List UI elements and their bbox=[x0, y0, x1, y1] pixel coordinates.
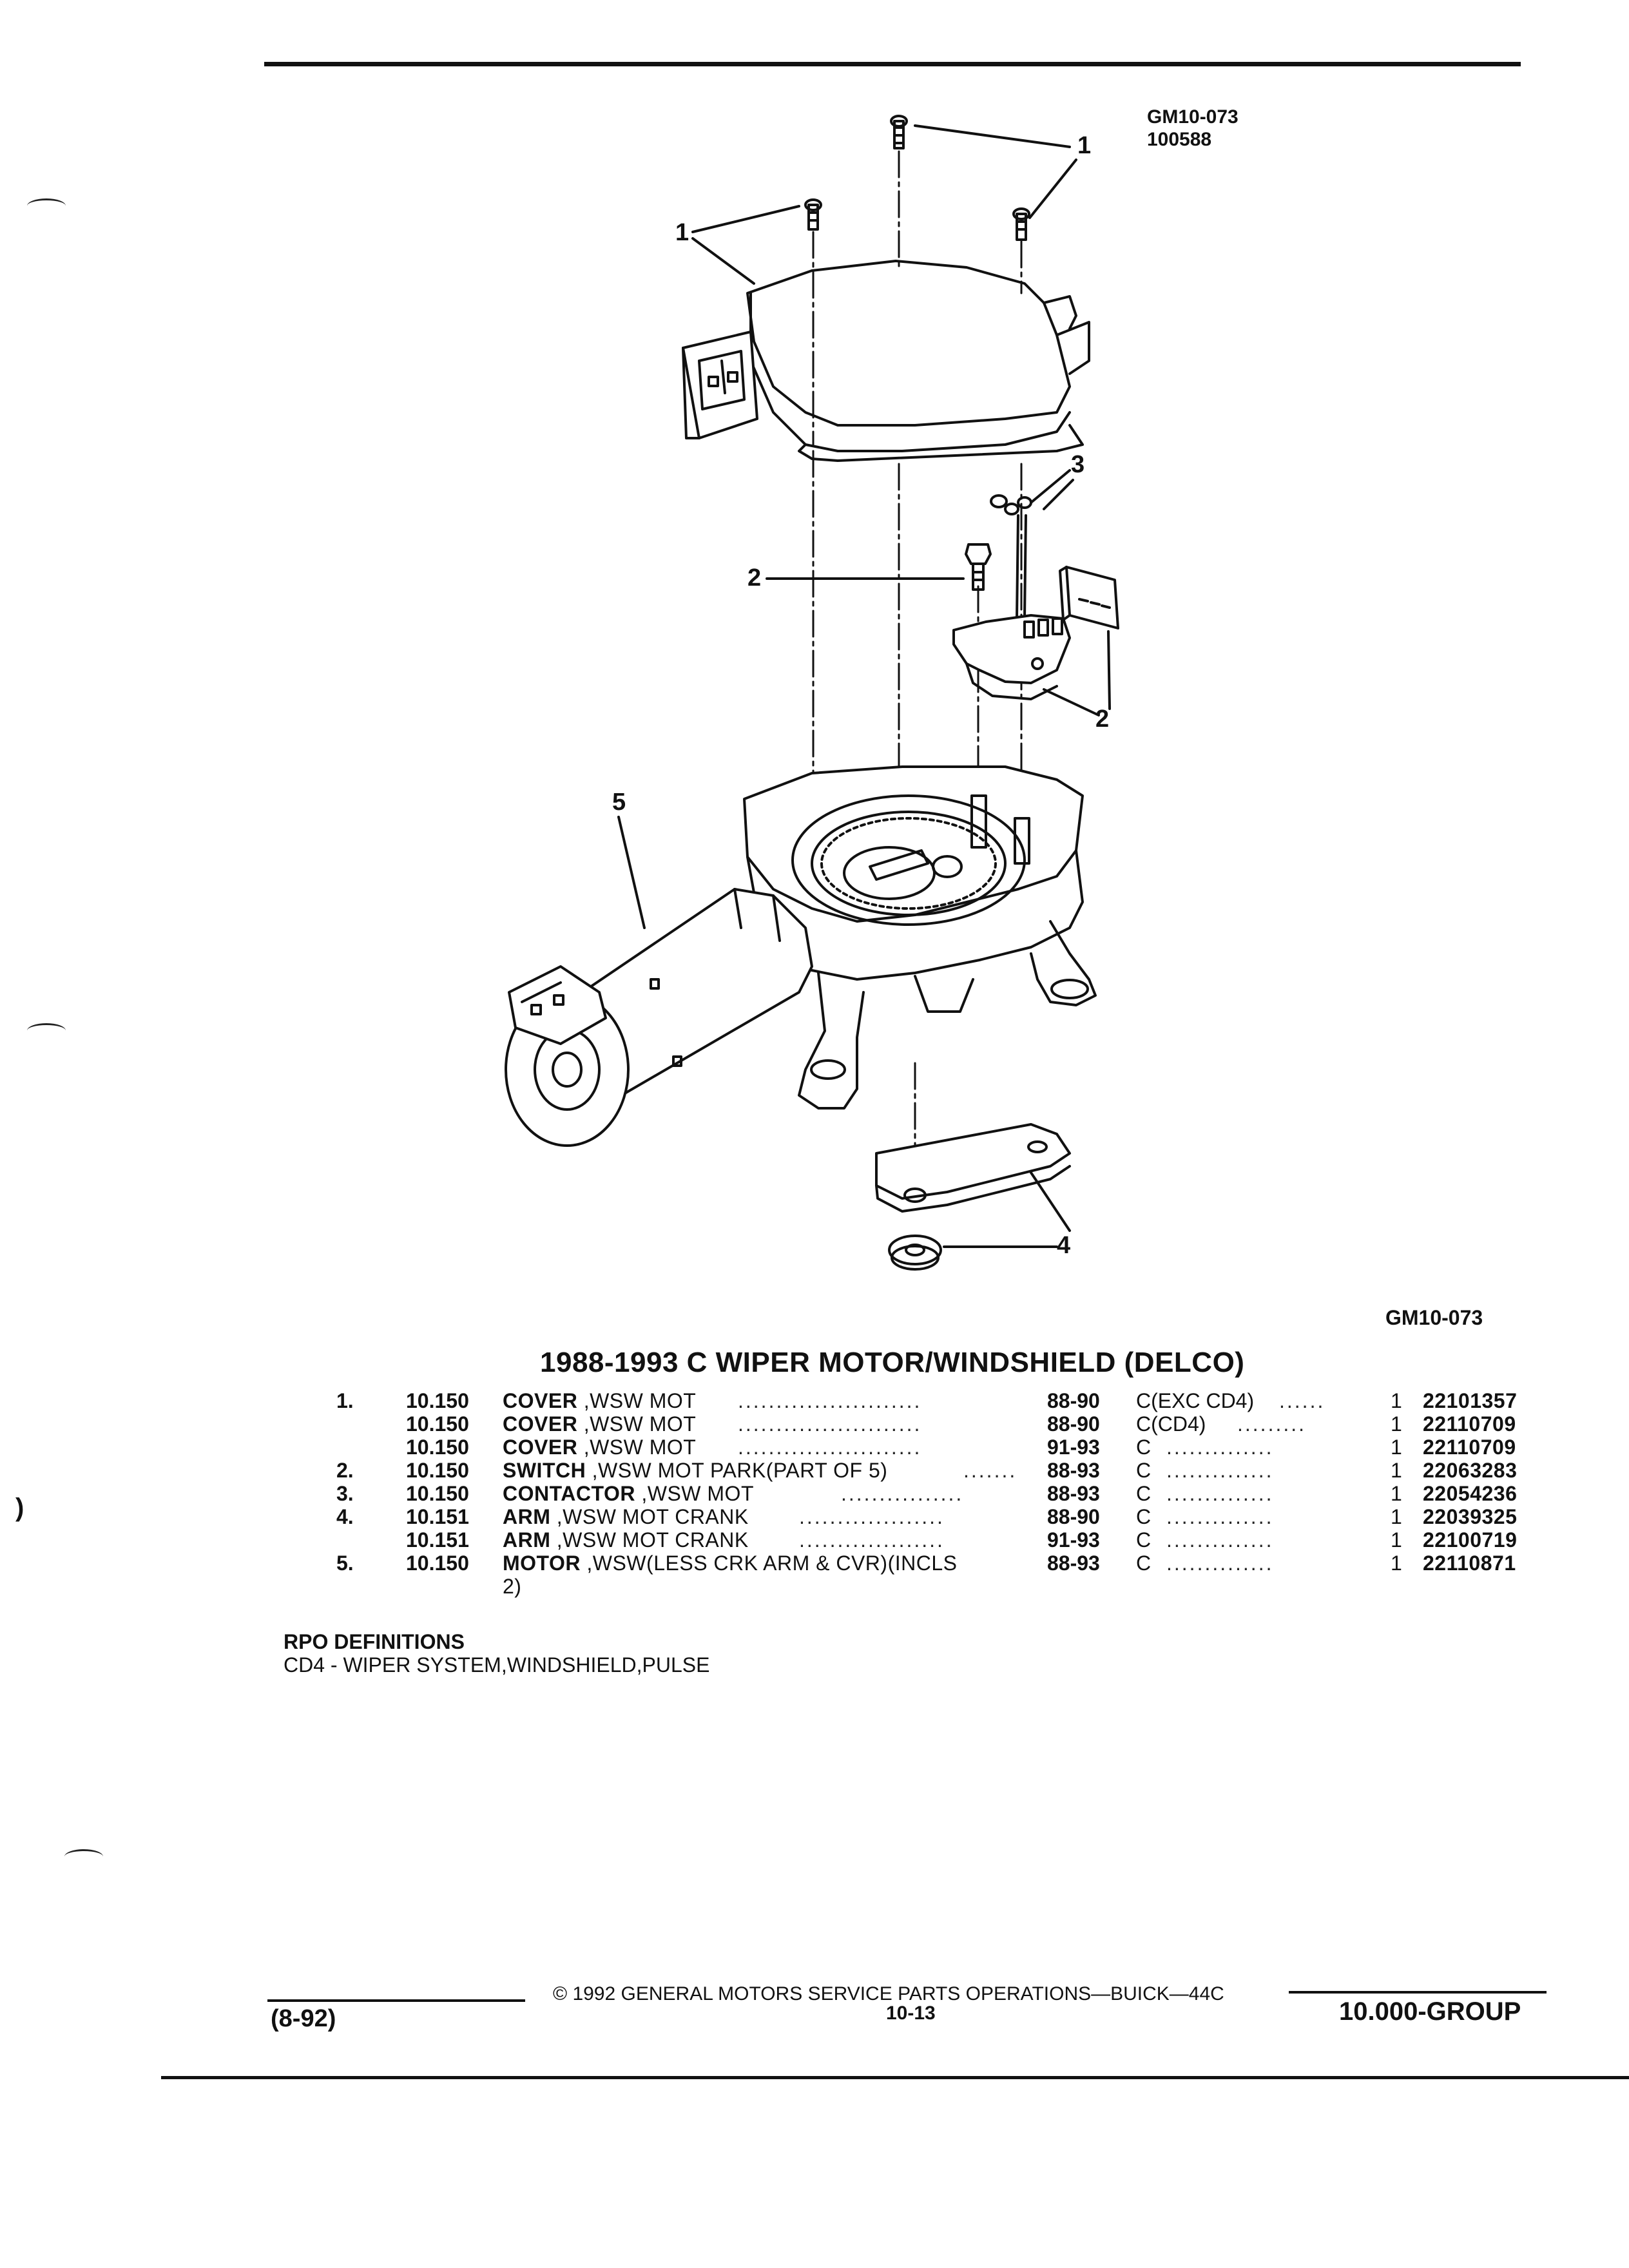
years: 88-90 bbox=[1047, 1505, 1100, 1528]
parts-row: 10.150 COVER ,WSW MOT ........................ 88-90 C(CD4) ......... 1 22110709 bbox=[406, 1412, 1516, 1436]
group-number: 10.150 bbox=[406, 1389, 469, 1412]
parts-row: 2. 10.150 SWITCH ,WSW MOT PARK(PART OF 5) ....... 88-93 C .............. 1 22063283 bbox=[336, 1459, 1518, 1482]
callout-1-left: 1 bbox=[675, 219, 689, 246]
part-number: 22110871 bbox=[1423, 1552, 1516, 1575]
quantity: 1 bbox=[1391, 1389, 1402, 1412]
figure-id: GM10-073 bbox=[1147, 106, 1239, 128]
footer-page-number: 10-13 bbox=[886, 2003, 936, 2024]
group-number: 10.150 bbox=[406, 1459, 469, 1482]
screw-top bbox=[891, 116, 907, 148]
part-number: 22063283 bbox=[1423, 1459, 1518, 1482]
motor bbox=[506, 889, 812, 1146]
quantity: 1 bbox=[1391, 1482, 1402, 1505]
cover bbox=[683, 261, 1089, 461]
usage: C bbox=[1136, 1482, 1152, 1505]
crank-arm bbox=[876, 1124, 1070, 1211]
usage: C(CD4) bbox=[1136, 1412, 1206, 1436]
bottom-rule bbox=[161, 2076, 1629, 2079]
part-description: CONTACTOR ,WSW MOT bbox=[503, 1482, 754, 1505]
section-title: 1988-1993 C WIPER MOTOR/WINDSHIELD (DELCO) bbox=[540, 1347, 1245, 1378]
part-number: 22101357 bbox=[1423, 1389, 1518, 1412]
callout-2-switch: 2 bbox=[1095, 706, 1110, 733]
footer-revision: (8-92) bbox=[271, 2005, 336, 2032]
callout-5: 5 bbox=[612, 789, 626, 816]
callout-1-top: 1 bbox=[1077, 132, 1092, 159]
parts-row-continuation bbox=[0, 1575, 1629, 1600]
rpo-heading: RPO DEFINITIONS bbox=[284, 1630, 465, 1653]
item-number: 3. bbox=[336, 1482, 354, 1505]
group-number: 10.150 bbox=[406, 1482, 469, 1505]
footer-copyright: © 1992 GENERAL MOTORS SERVICE PARTS OPERATIONS—BUICK—44C bbox=[553, 1983, 1224, 2004]
callout-4: 4 bbox=[1057, 1232, 1071, 1259]
years: 88-93 bbox=[1047, 1482, 1100, 1505]
group-number: 10.150 bbox=[406, 1436, 469, 1459]
parts-row: 10.150 COVER ,WSW MOT ........................ 91-93 C .............. 1 22110709 bbox=[406, 1436, 1516, 1459]
quantity: 1 bbox=[1391, 1528, 1402, 1552]
part-description-continuation: 2) bbox=[503, 1575, 522, 1598]
part-number: 22110709 bbox=[1423, 1436, 1516, 1459]
part-description: ARM ,WSW MOT CRANK bbox=[503, 1528, 749, 1552]
crank-nut bbox=[889, 1236, 941, 1269]
group-number: 10.150 bbox=[406, 1552, 469, 1575]
quantity: 1 bbox=[1391, 1459, 1402, 1482]
callout-2-screw: 2 bbox=[747, 564, 762, 591]
contactor bbox=[991, 495, 1031, 619]
switch-screw bbox=[966, 544, 990, 590]
years: 88-90 bbox=[1047, 1389, 1100, 1412]
quantity: 1 bbox=[1391, 1505, 1402, 1528]
part-description: COVER ,WSW MOT bbox=[503, 1436, 697, 1459]
parts-row: 4. 10.151 ARM ,WSW MOT CRANK ................... 88-90 C .............. 1 22039325 bbox=[336, 1505, 1518, 1528]
part-description: COVER ,WSW MOT bbox=[503, 1389, 697, 1412]
usage: C bbox=[1136, 1459, 1152, 1482]
usage: C bbox=[1136, 1505, 1152, 1528]
part-number: 22100719 bbox=[1423, 1528, 1518, 1552]
rpo-definition: CD4 - WIPER SYSTEM,WINDSHIELD,PULSE bbox=[284, 1653, 710, 1677]
years: 91-93 bbox=[1047, 1436, 1100, 1459]
usage: C bbox=[1136, 1528, 1152, 1552]
footer-rule-left bbox=[267, 1999, 525, 2002]
part-number: 22110709 bbox=[1423, 1412, 1516, 1436]
item-number: 1. bbox=[336, 1389, 354, 1412]
quantity: 1 bbox=[1391, 1552, 1402, 1575]
screw-right bbox=[1014, 209, 1029, 240]
usage: C(EXC CD4) bbox=[1136, 1389, 1255, 1412]
footer-group: 10.000-GROUP bbox=[1339, 1997, 1521, 2026]
years: 88-90 bbox=[1047, 1412, 1100, 1436]
item-number: 4. bbox=[336, 1505, 354, 1528]
usage: C bbox=[1136, 1552, 1152, 1575]
part-description: MOTOR ,WSW(LESS CRK ARM & CVR)(INCLS bbox=[503, 1552, 958, 1575]
item-number: 5. bbox=[336, 1552, 354, 1575]
part-number: 22039325 bbox=[1423, 1505, 1518, 1528]
parts-row: 5. 10.150 MOTOR ,WSW(LESS CRK ARM & CVR)(INCLS 88-93 C .............. 1 22110871 bbox=[336, 1552, 1516, 1575]
part-number: 22054236 bbox=[1423, 1482, 1518, 1505]
figure-date: 100588 bbox=[1147, 129, 1212, 150]
part-description: SWITCH ,WSW MOT PARK(PART OF 5) bbox=[503, 1459, 888, 1482]
margin-mark bbox=[64, 1849, 103, 1864]
park-switch bbox=[954, 615, 1070, 699]
parts-row: 10.151 ARM ,WSW MOT CRANK ................... 91-93 C .............. 1 22100719 bbox=[406, 1528, 1518, 1552]
item-number: 2. bbox=[336, 1459, 354, 1482]
part-description: COVER ,WSW MOT bbox=[503, 1412, 697, 1436]
footer-rule-right bbox=[1289, 1991, 1547, 1994]
quantity: 1 bbox=[1391, 1412, 1402, 1436]
years: 88-93 bbox=[1047, 1459, 1100, 1482]
callout-3: 3 bbox=[1071, 451, 1085, 478]
screw-left bbox=[805, 200, 821, 229]
margin-paren: ) bbox=[15, 1494, 24, 1522]
group-number: 10.150 bbox=[406, 1412, 469, 1436]
years: 91-93 bbox=[1047, 1528, 1100, 1552]
years: 88-93 bbox=[1047, 1552, 1100, 1575]
parts-row: 3. 10.150 CONTACTOR ,WSW MOT ................ 88-93 C .............. 1 22054236 bbox=[336, 1482, 1518, 1505]
figure-caption: GM10-073 bbox=[1385, 1306, 1483, 1329]
quantity: 1 bbox=[1391, 1436, 1402, 1459]
part-description: ARM ,WSW MOT CRANK bbox=[503, 1505, 749, 1528]
group-number: 10.151 bbox=[406, 1505, 469, 1528]
group-number: 10.151 bbox=[406, 1528, 469, 1552]
usage: C bbox=[1136, 1436, 1152, 1459]
parts-row: 1. 10.150 COVER ,WSW MOT ........................ 88-90 C(EXC CD4) ...... 1 22101357 bbox=[336, 1389, 1518, 1412]
